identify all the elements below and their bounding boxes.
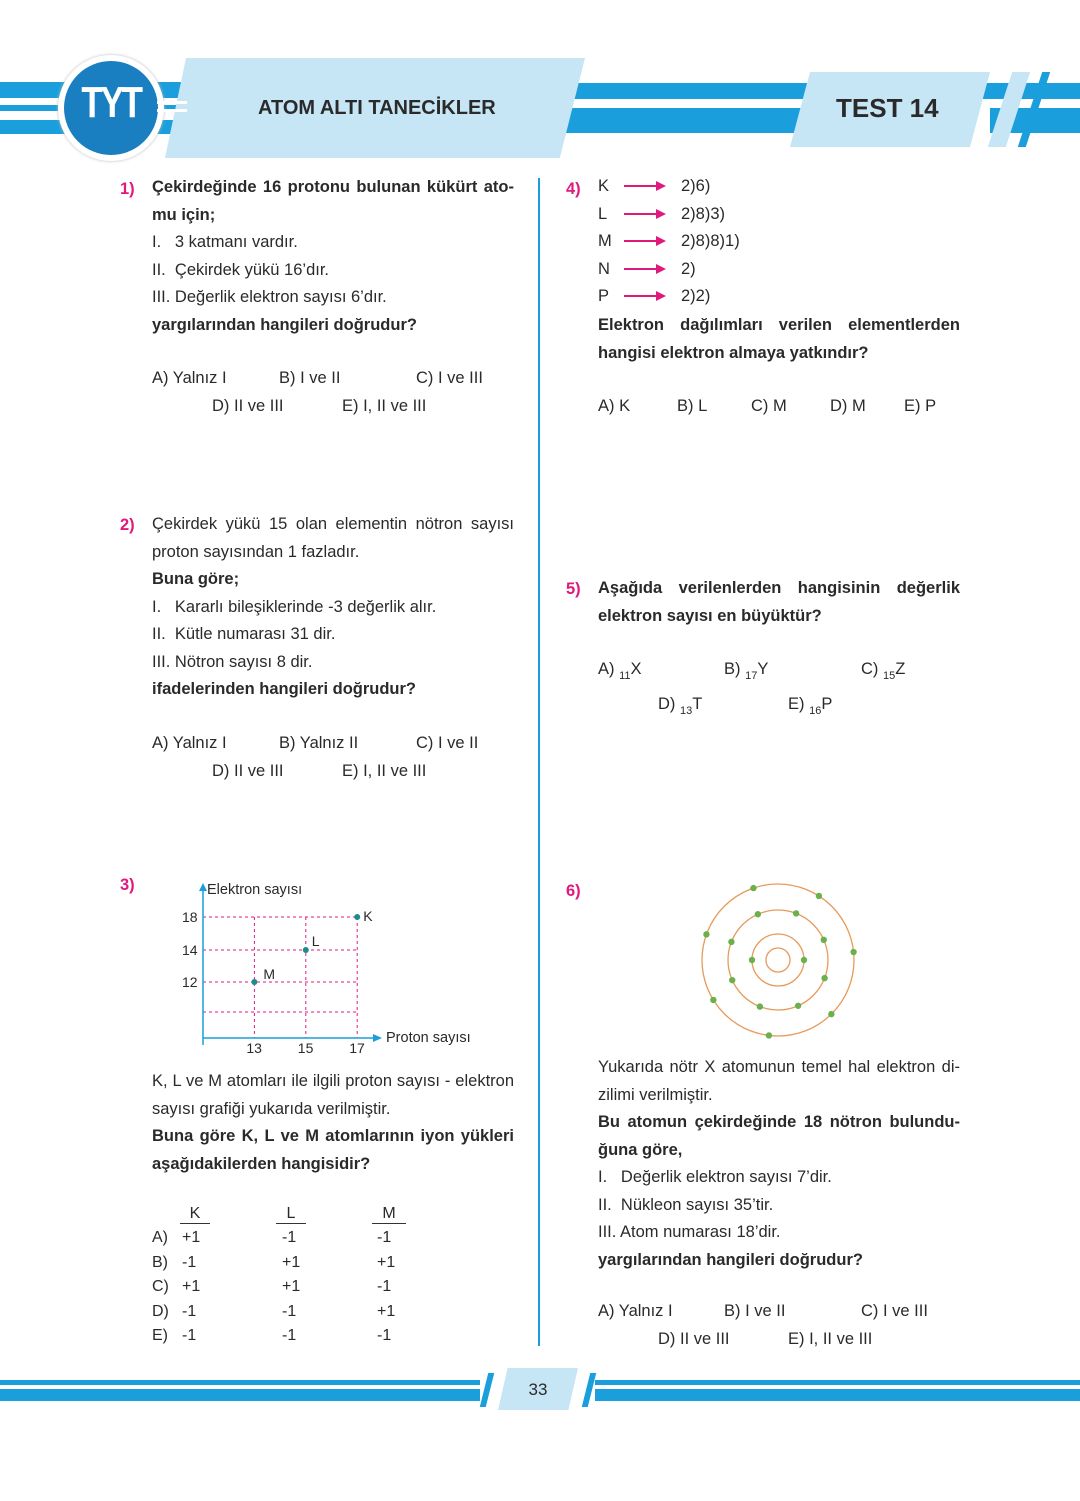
question-5 xyxy=(598,575,960,630)
q6-item-1: I. Değerlik elektron sayısı 7’dir. xyxy=(598,1168,832,1186)
q6-item-2: II. Nükleon sayısı 35’tir. xyxy=(598,1195,774,1214)
arrow-right-icon xyxy=(624,213,660,215)
q4-config-row xyxy=(598,229,798,253)
q3-option-d[interactable] xyxy=(152,1303,452,1325)
q4-element-symbol: M xyxy=(598,232,612,250)
footer-stripe-right xyxy=(595,1380,1080,1385)
q1-stem-2: mu için; xyxy=(152,205,216,224)
electron-dot xyxy=(850,949,856,955)
q4-option-b[interactable]: B) L xyxy=(677,397,708,415)
test-label: TEST 14 xyxy=(836,93,939,123)
footer-slash-left xyxy=(480,1373,494,1407)
q1-option-e[interactable]: E) I, II ve III xyxy=(342,397,427,415)
chart-x-arrow xyxy=(373,1034,382,1042)
q4-element-symbol: P xyxy=(598,287,610,305)
electron-dot xyxy=(795,1003,801,1009)
footer-stripe-left xyxy=(0,1380,480,1385)
electron-shell-2 xyxy=(728,910,828,1010)
electron-dot xyxy=(821,937,827,943)
electron-dot xyxy=(729,977,735,983)
q3-cell-l: +1 xyxy=(282,1278,301,1296)
q3-cell-m: -1 xyxy=(377,1327,392,1345)
footer-stripe-left2 xyxy=(0,1389,480,1401)
q1-option-c[interactable]: C) I ve III xyxy=(416,369,483,387)
q1-item-3: III. Değerlik elektron sayısı 6’dır. xyxy=(152,288,387,306)
chart-y-tick-label: 18 xyxy=(182,909,198,925)
q5-option-b[interactable]: B) $_{17}$Y xyxy=(724,660,769,682)
question-2-number: 2) xyxy=(120,516,135,534)
q1-item-2: II. Çekirdek yükü 16’dır. xyxy=(152,260,329,279)
chart-y-tick-label: 12 xyxy=(182,974,198,990)
q4-electron-config: 2)8)3) xyxy=(681,204,726,223)
chart-x-tick-label: 15 xyxy=(297,1040,314,1056)
q4-electron-config: 2)2) xyxy=(681,287,711,305)
question-4-ask xyxy=(598,312,960,367)
q4-electron-config: 2)8)8)1) xyxy=(681,232,740,250)
header-stripe-mid xyxy=(560,83,820,99)
chart-points xyxy=(251,908,373,985)
electron-dot xyxy=(757,1003,763,1009)
q6-option-a[interactable]: A) Yalnız I xyxy=(598,1302,673,1320)
q4-element-symbol: N xyxy=(598,259,610,278)
nucleus-inner-ring xyxy=(766,948,790,972)
electron-dot xyxy=(703,931,709,937)
q4-electron-config: 2) xyxy=(681,259,696,278)
q3-answer-table xyxy=(152,1203,452,1353)
arrow-head-icon xyxy=(656,181,666,191)
arrow-right-icon xyxy=(624,240,660,242)
q4-config-row xyxy=(598,202,798,226)
q2-item-2: II. Kütle numarası 31 dir. xyxy=(152,625,336,643)
q3-cell-l: -1 xyxy=(282,1229,297,1246)
q2-stem-2: proton sayısından 1 fazladır. xyxy=(152,542,360,561)
chart-point-label: K xyxy=(363,908,373,924)
q2-lead: Buna göre; xyxy=(152,570,240,588)
q2-option-b[interactable]: B) Yalnız II xyxy=(279,734,359,752)
electron-dot xyxy=(749,957,755,963)
electron-dot xyxy=(821,975,827,981)
q6-lead-1: Bu atomun çekirdeğinde 18 nötron bulundu- xyxy=(598,1113,960,1131)
q6-option-d[interactable]: D) II ve III xyxy=(658,1330,730,1348)
header xyxy=(0,50,1080,165)
proton-electron-chart xyxy=(170,875,500,1065)
q4-ask-2: hangisi elektron almaya yatkındır? xyxy=(598,343,869,362)
q3-header-l: L xyxy=(276,1205,306,1224)
chart-y-tick-label: 14 xyxy=(182,942,198,958)
q3-option-c[interactable] xyxy=(152,1278,452,1300)
q6-option-e[interactable]: E) I, II ve III xyxy=(788,1330,873,1348)
electron-dot xyxy=(816,893,822,899)
electron-dot xyxy=(828,1011,834,1017)
q2-option-c[interactable]: C) I ve II xyxy=(416,734,479,752)
electron-dot xyxy=(710,997,716,1003)
q3-cell-k: -1 xyxy=(182,1327,197,1345)
q4-element-symbol: K xyxy=(598,177,610,195)
electron-shell-1 xyxy=(752,934,804,986)
q1-option-d[interactable]: D) II ve III xyxy=(212,397,284,415)
q3-option-letter: D) xyxy=(152,1302,169,1320)
q4-config-row xyxy=(598,257,798,281)
q4-option-c[interactable]: C) M xyxy=(751,397,787,415)
q3-option-letter: A) xyxy=(152,1229,168,1246)
electron-dot xyxy=(801,957,807,963)
q2-option-a[interactable]: A) Yalnız I xyxy=(152,734,227,752)
q5-ask-1: Aşağıda verilenlerden hangisinin değerlik xyxy=(598,579,960,597)
question-3-text xyxy=(152,1068,514,1178)
q3-ask-1: Buna göre K, L ve M atomlarının iyon yükleri xyxy=(152,1127,514,1145)
q1-ask: yargılarından hangileri doğrudur? xyxy=(152,315,417,334)
q2-item-3: III. Nötron sayısı 8 dir. xyxy=(152,652,313,671)
arrow-head-icon xyxy=(656,291,666,301)
q4-electron-config: 2)6) xyxy=(681,177,711,195)
q3-option-letter: E) xyxy=(152,1327,168,1345)
q3-cell-l: -1 xyxy=(282,1327,297,1345)
q3-cell-l: +1 xyxy=(282,1253,301,1271)
chart-ylabel: Elektron sayısı xyxy=(207,882,303,898)
q3-ask-2: aşağıdakilerden hangisidir? xyxy=(152,1154,371,1173)
page-number: 33 xyxy=(528,1380,548,1399)
question-2 xyxy=(152,511,514,704)
arrow-right-icon xyxy=(624,295,660,297)
q2-option-e[interactable]: E) I, II ve III xyxy=(342,762,427,780)
q6-ask: yargılarından hangileri doğrudur? xyxy=(598,1250,863,1269)
q3-cell-k: -1 xyxy=(182,1253,197,1271)
q5-option-c[interactable]: C) $_{15}$Z xyxy=(861,660,906,682)
question-1-number: 1) xyxy=(120,180,135,198)
column-divider xyxy=(538,178,540,1346)
chart-xlabel: Proton sayısı xyxy=(386,1030,471,1046)
q4-config-row xyxy=(598,174,798,198)
q1-option-a[interactable]: A) Yalnız I xyxy=(152,369,227,387)
q2-option-d[interactable]: D) II ve III xyxy=(212,762,284,780)
question-4-number: 4) xyxy=(566,180,581,198)
chart-y-arrow xyxy=(199,883,207,891)
q4-option-d[interactable]: D) M xyxy=(830,397,866,415)
electron-dot xyxy=(793,910,799,916)
q6-item-3: III. Atom numarası 18’dir. xyxy=(598,1223,781,1241)
question-6 xyxy=(598,1054,960,1274)
footer xyxy=(0,1368,1080,1413)
chart-point-label: M xyxy=(263,966,276,982)
footer-stripe-right2 xyxy=(595,1389,1080,1401)
q4-config-list xyxy=(598,174,798,314)
q3-text-2: sayısı grafiği yukarıda verilmiştir. xyxy=(152,1099,391,1118)
q6-lead-2: ğuna göre, xyxy=(598,1140,683,1159)
q1-stem-1: Çekirdeğinde 16 protonu bulunan kükürt ato- xyxy=(152,178,514,196)
q3-cell-m: +1 xyxy=(377,1253,396,1271)
q4-element-symbol: L xyxy=(598,204,608,223)
question-1 xyxy=(152,174,514,339)
q3-cell-m: -1 xyxy=(377,1278,392,1296)
q6-text-1: Yukarıda nötr X atomunun temel hal elektron di- xyxy=(598,1058,960,1076)
question-3-number: 3) xyxy=(120,876,135,894)
chart-point-m xyxy=(251,979,257,985)
q1-option-b[interactable]: B) I ve II xyxy=(279,369,341,387)
q3-option-b[interactable] xyxy=(152,1254,452,1276)
q1-item-1: I. 3 katmanı vardır. xyxy=(152,233,298,251)
q6-option-b[interactable]: B) I ve II xyxy=(724,1302,786,1320)
q2-stem-1: Çekirdek yükü 15 olan elementin nötron sayısı xyxy=(152,515,514,533)
chart-point-l xyxy=(303,947,309,953)
q3-option-letter: C) xyxy=(152,1278,169,1296)
chart-point-label: L xyxy=(311,933,320,949)
q4-config-row xyxy=(598,284,798,308)
q5-ask-2: elektron sayısı en büyüktür? xyxy=(598,606,822,625)
q3-cell-l: -1 xyxy=(282,1302,297,1320)
chart-x-tick-label: 13 xyxy=(246,1040,262,1056)
q2-ask: ifadelerinden hangileri doğrudur? xyxy=(152,680,417,698)
chart-x-tick-label: 17 xyxy=(349,1040,365,1056)
q3-option-letter: B) xyxy=(152,1253,168,1271)
electron-dot xyxy=(766,1032,772,1038)
q4-option-a[interactable]: A) K xyxy=(598,397,631,415)
question-5-number: 5) xyxy=(566,580,581,598)
q3-cell-m: -1 xyxy=(377,1229,392,1246)
q3-option-e[interactable] xyxy=(152,1327,452,1349)
atom-shell-diagram xyxy=(690,872,870,1052)
q3-text-1: K, L ve M atomları ile ilgili proton sayısı - elektron xyxy=(152,1072,514,1090)
arrow-head-icon xyxy=(656,236,666,246)
question-6-number: 6) xyxy=(566,882,581,900)
electron-dot xyxy=(728,939,734,945)
q5-option-a[interactable]: A) $_{11}$X xyxy=(598,660,642,682)
electron-dot xyxy=(755,911,761,917)
q4-ask-1: Elektron dağılımları verilen elementlerden xyxy=(598,316,960,334)
q6-text-2: zilimi verilmiştir. xyxy=(598,1085,713,1104)
q3-header-k: K xyxy=(180,1205,210,1224)
arrow-right-icon xyxy=(624,268,660,270)
arrow-head-icon xyxy=(656,209,666,219)
q2-item-1: I. Kararlı bileşiklerinde -3 değerlik alır. xyxy=(152,597,437,616)
q3-cell-k: +1 xyxy=(182,1229,201,1246)
q3-header-m: M xyxy=(372,1205,406,1224)
q3-cell-k: -1 xyxy=(182,1302,197,1320)
q3-cell-k: +1 xyxy=(182,1278,201,1296)
q3-option-a[interactable] xyxy=(152,1229,452,1251)
q4-option-e[interactable]: E) P xyxy=(904,397,937,415)
chart-grid xyxy=(203,917,358,1038)
arrow-right-icon xyxy=(624,185,660,187)
header-stripe-mid2 xyxy=(560,108,820,133)
q5-option-e[interactable]: E) $_{16}$P xyxy=(788,695,833,717)
q5-option-d[interactable]: D) $_{13}$T xyxy=(658,695,703,717)
header-stripe-right xyxy=(980,83,1080,99)
electron-dot xyxy=(750,885,756,891)
page-title: ATOM ALTI TANECİKLER xyxy=(258,97,496,119)
q3-cell-m: +1 xyxy=(377,1302,396,1320)
q6-option-c[interactable]: C) I ve III xyxy=(861,1302,928,1320)
logo-text: TYT xyxy=(81,78,141,127)
chart-point-k xyxy=(354,914,360,920)
arrow-head-icon xyxy=(656,264,666,274)
logo-lines-icon xyxy=(157,100,187,114)
